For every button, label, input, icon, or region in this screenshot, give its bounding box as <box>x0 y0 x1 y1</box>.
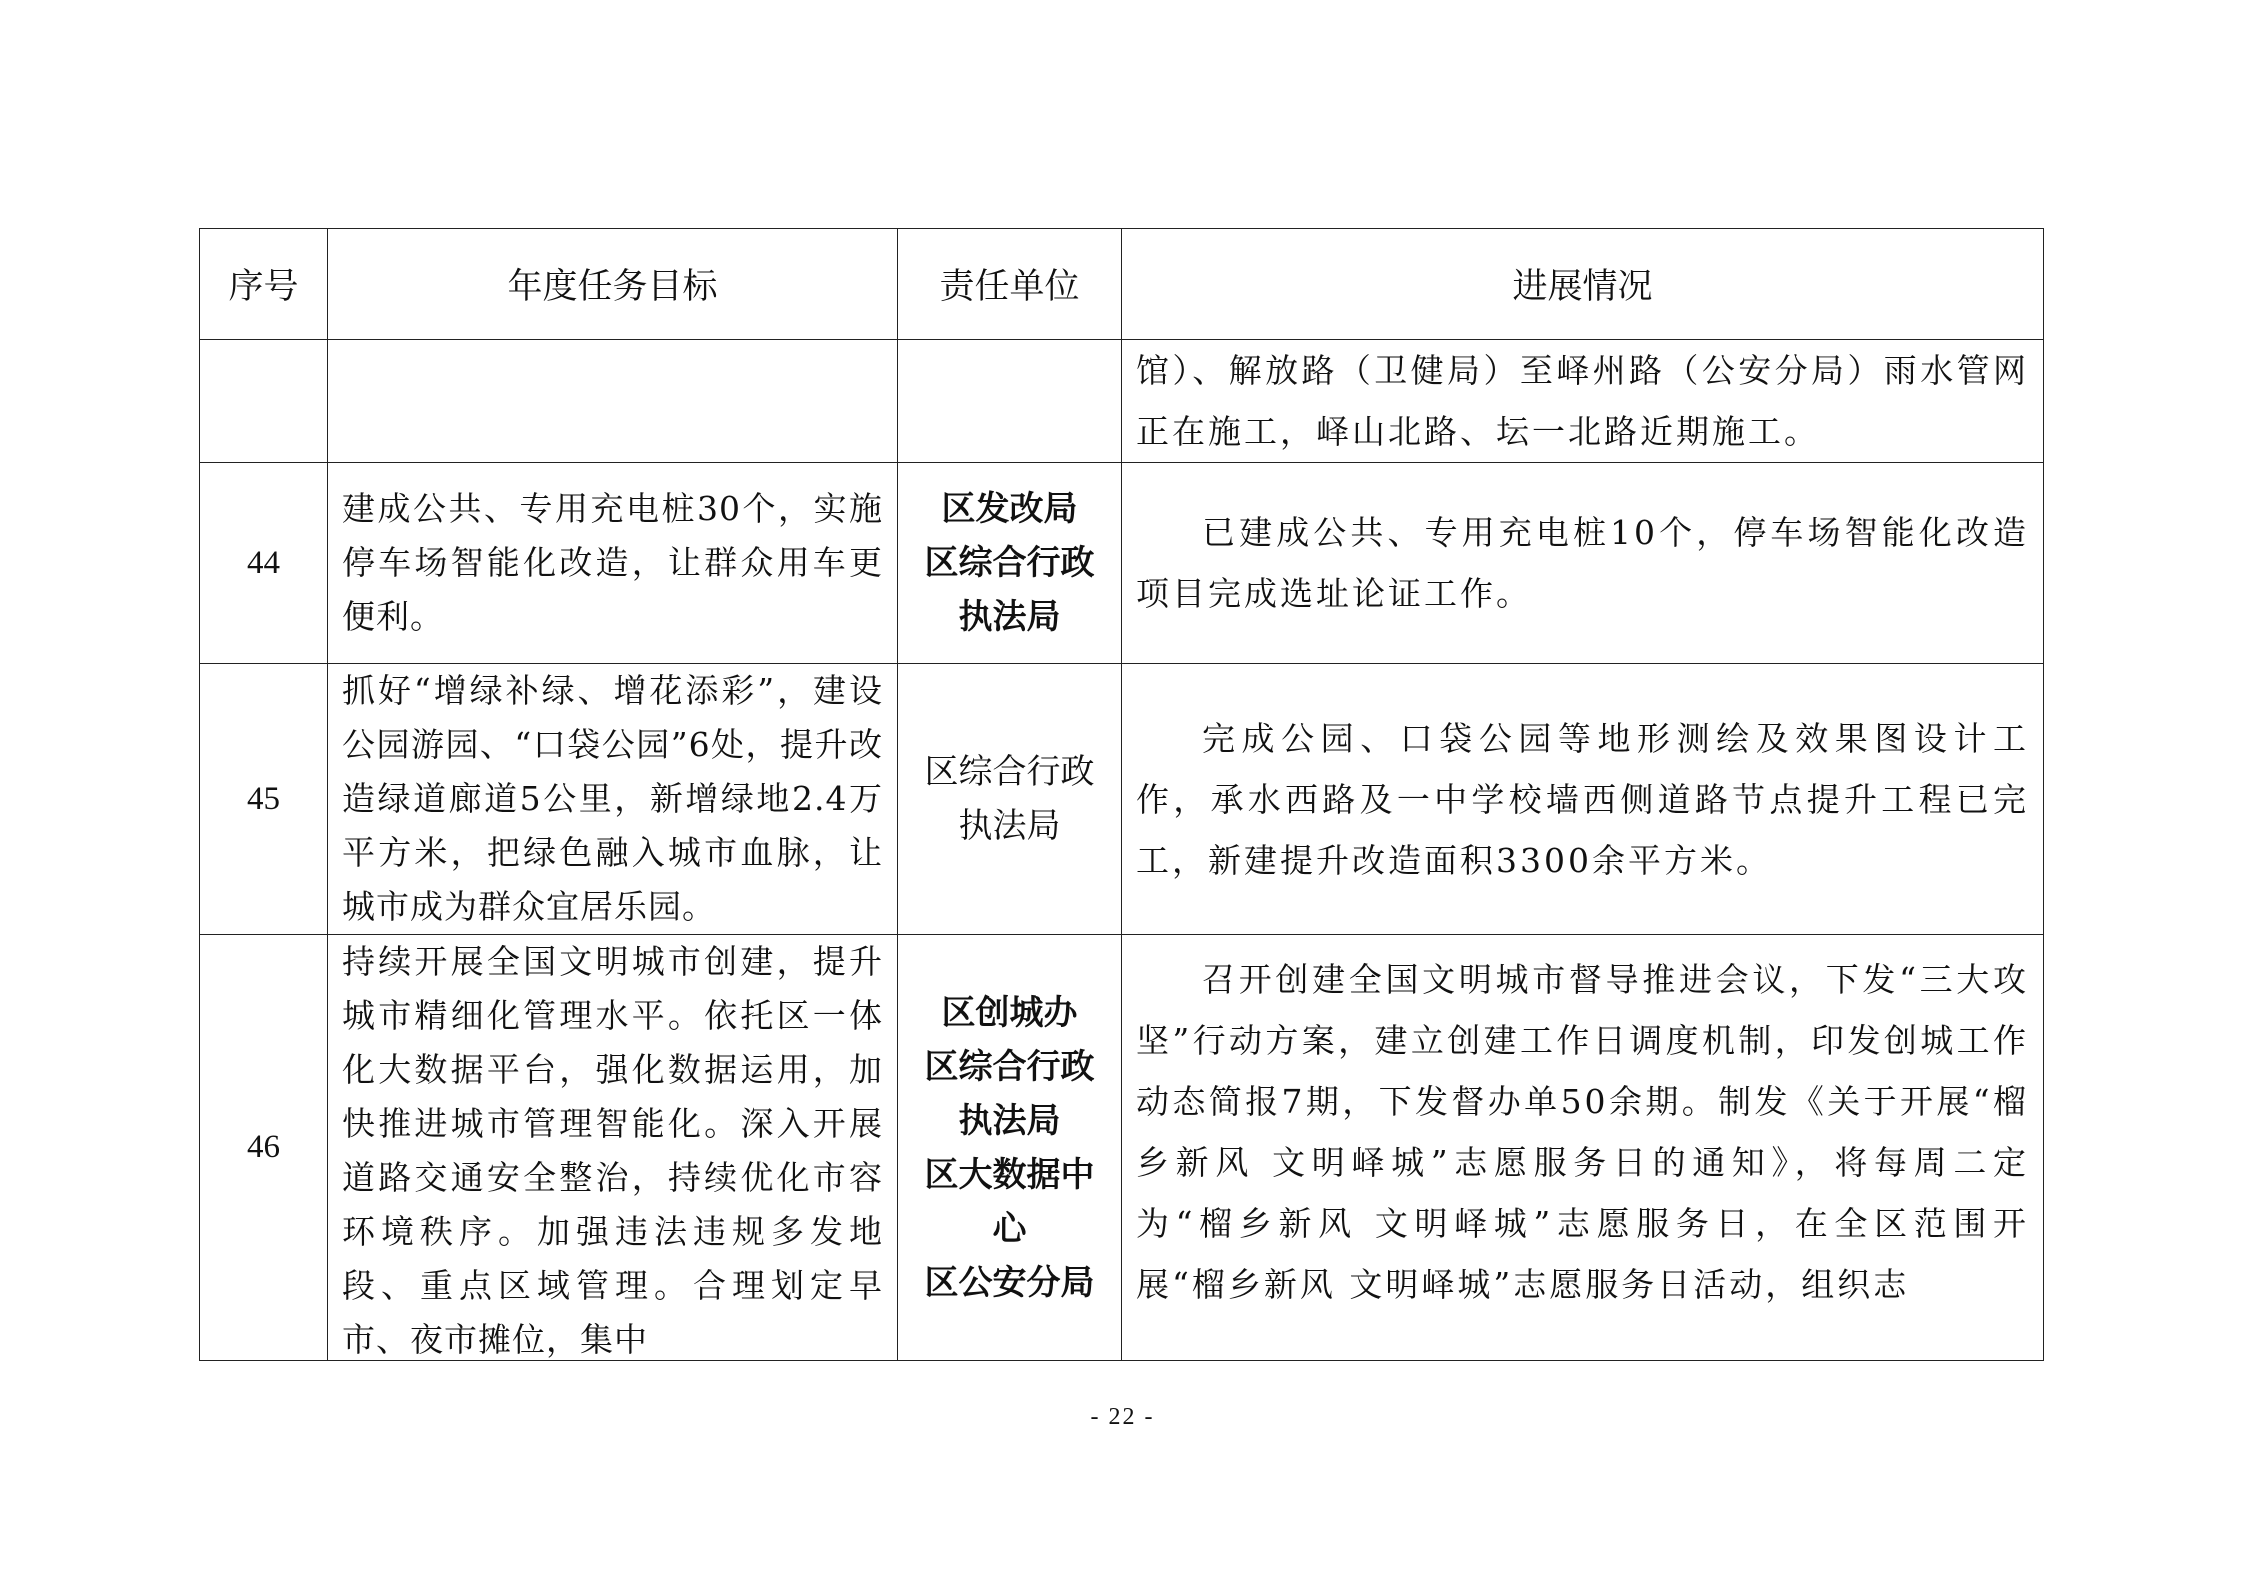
row-task-text: 抓好“增绿补绿、增花添彩”，建设公园游园、“口袋公园”6处，提升改造绿道廊道5公里，新增绿地2.4万平方米，把绿色融入城市血脉，让城市成为群众宜居乐园。 <box>328 664 898 935</box>
row-progress-text: 召开创建全国文明城市督导推进会议，下发“三大攻坚”行动方案，建立创建工作日调度机制，印发创城工作动态简报7期，下发督办单50余期。制发《关于开展“榴乡新风 文明峄城”志愿服务日的通知》，将每周二定为“榴乡新风 文明峄城”志愿服务日，在全区范围开展“榴乡新风 文明峄城”志愿服务日活动，组织志 <box>1136 960 2029 1304</box>
table-row <box>200 664 2044 935</box>
row-unit-cell <box>898 935 1122 1361</box>
table-row <box>200 935 2044 1361</box>
row-unit-cell <box>898 340 1122 463</box>
row-unit-cell <box>898 463 1122 664</box>
header-serial-number: 序号 <box>200 229 328 340</box>
row-unit-cell <box>898 664 1122 935</box>
unit-line: 区综合行政 <box>924 1046 1095 1087</box>
page-number: - 22 - <box>1090 1404 1155 1430</box>
row-task-cell <box>328 935 898 1361</box>
unit-line: 区综合行政 <box>924 752 1095 792</box>
table-row <box>200 463 2044 664</box>
unit-line: 心 <box>992 1208 1027 1249</box>
unit-line: 区发改局 <box>941 489 1078 529</box>
progress-table <box>199 228 2044 1361</box>
row-progress-text: 完成公园、口袋公园等地形测绘及效果图设计工作，承水西路及一中学校墙西侧道路节点提升工程已完工，新建提升改造面积3300余平方米。 <box>1122 664 2044 935</box>
unit-line: 区创城办 <box>941 992 1078 1033</box>
row-serial-number <box>200 340 328 463</box>
table-header-row <box>200 229 2044 340</box>
row-task-text: 建成公共、专用充电桩30个，实施停车场智能化改造，让群众用车更便利。 <box>328 463 898 664</box>
header-responsible-unit: 责任单位 <box>898 229 1122 340</box>
row-serial-number: 44 <box>200 463 328 664</box>
unit-line: 区大数据中 <box>924 1154 1095 1195</box>
row-task-text: 持续开展全国文明城市创建，提升城市精细化管理水平。依托区一体化大数据平台，强化数据运用，加快推进城市管理智能化。深入开展道路交通安全整治，持续优化市容环境秩序。加强违法违规多发地段、重点区域管理。合理划定早市、夜市摊位，集中 <box>342 942 883 1359</box>
row-serial-number: 45 <box>200 664 328 935</box>
row-progress-text: 馆）、解放路（卫健局）至峄州路（公安分局）雨水管网正在施工，峄山北路、坛一北路近期施工。 <box>1122 340 2044 463</box>
row-progress-cell <box>1122 935 2044 1361</box>
unit-line: 区公安分局 <box>924 1262 1095 1303</box>
header-progress: 进展情况 <box>1122 229 2044 340</box>
row-task-text <box>328 340 898 463</box>
row-progress-text: 已建成公共、专用充电桩10个，停车场智能化改造项目完成选址论证工作。 <box>1122 463 2044 664</box>
unit-line: 执法局 <box>958 597 1061 637</box>
unit-line: 执法局 <box>958 1100 1061 1141</box>
unit-line: 区综合行政 <box>924 543 1095 583</box>
unit-line: 执法局 <box>958 806 1061 846</box>
row-serial-number: 46 <box>200 935 328 1361</box>
header-annual-task: 年度任务目标 <box>328 229 898 340</box>
table-row <box>200 340 2044 463</box>
